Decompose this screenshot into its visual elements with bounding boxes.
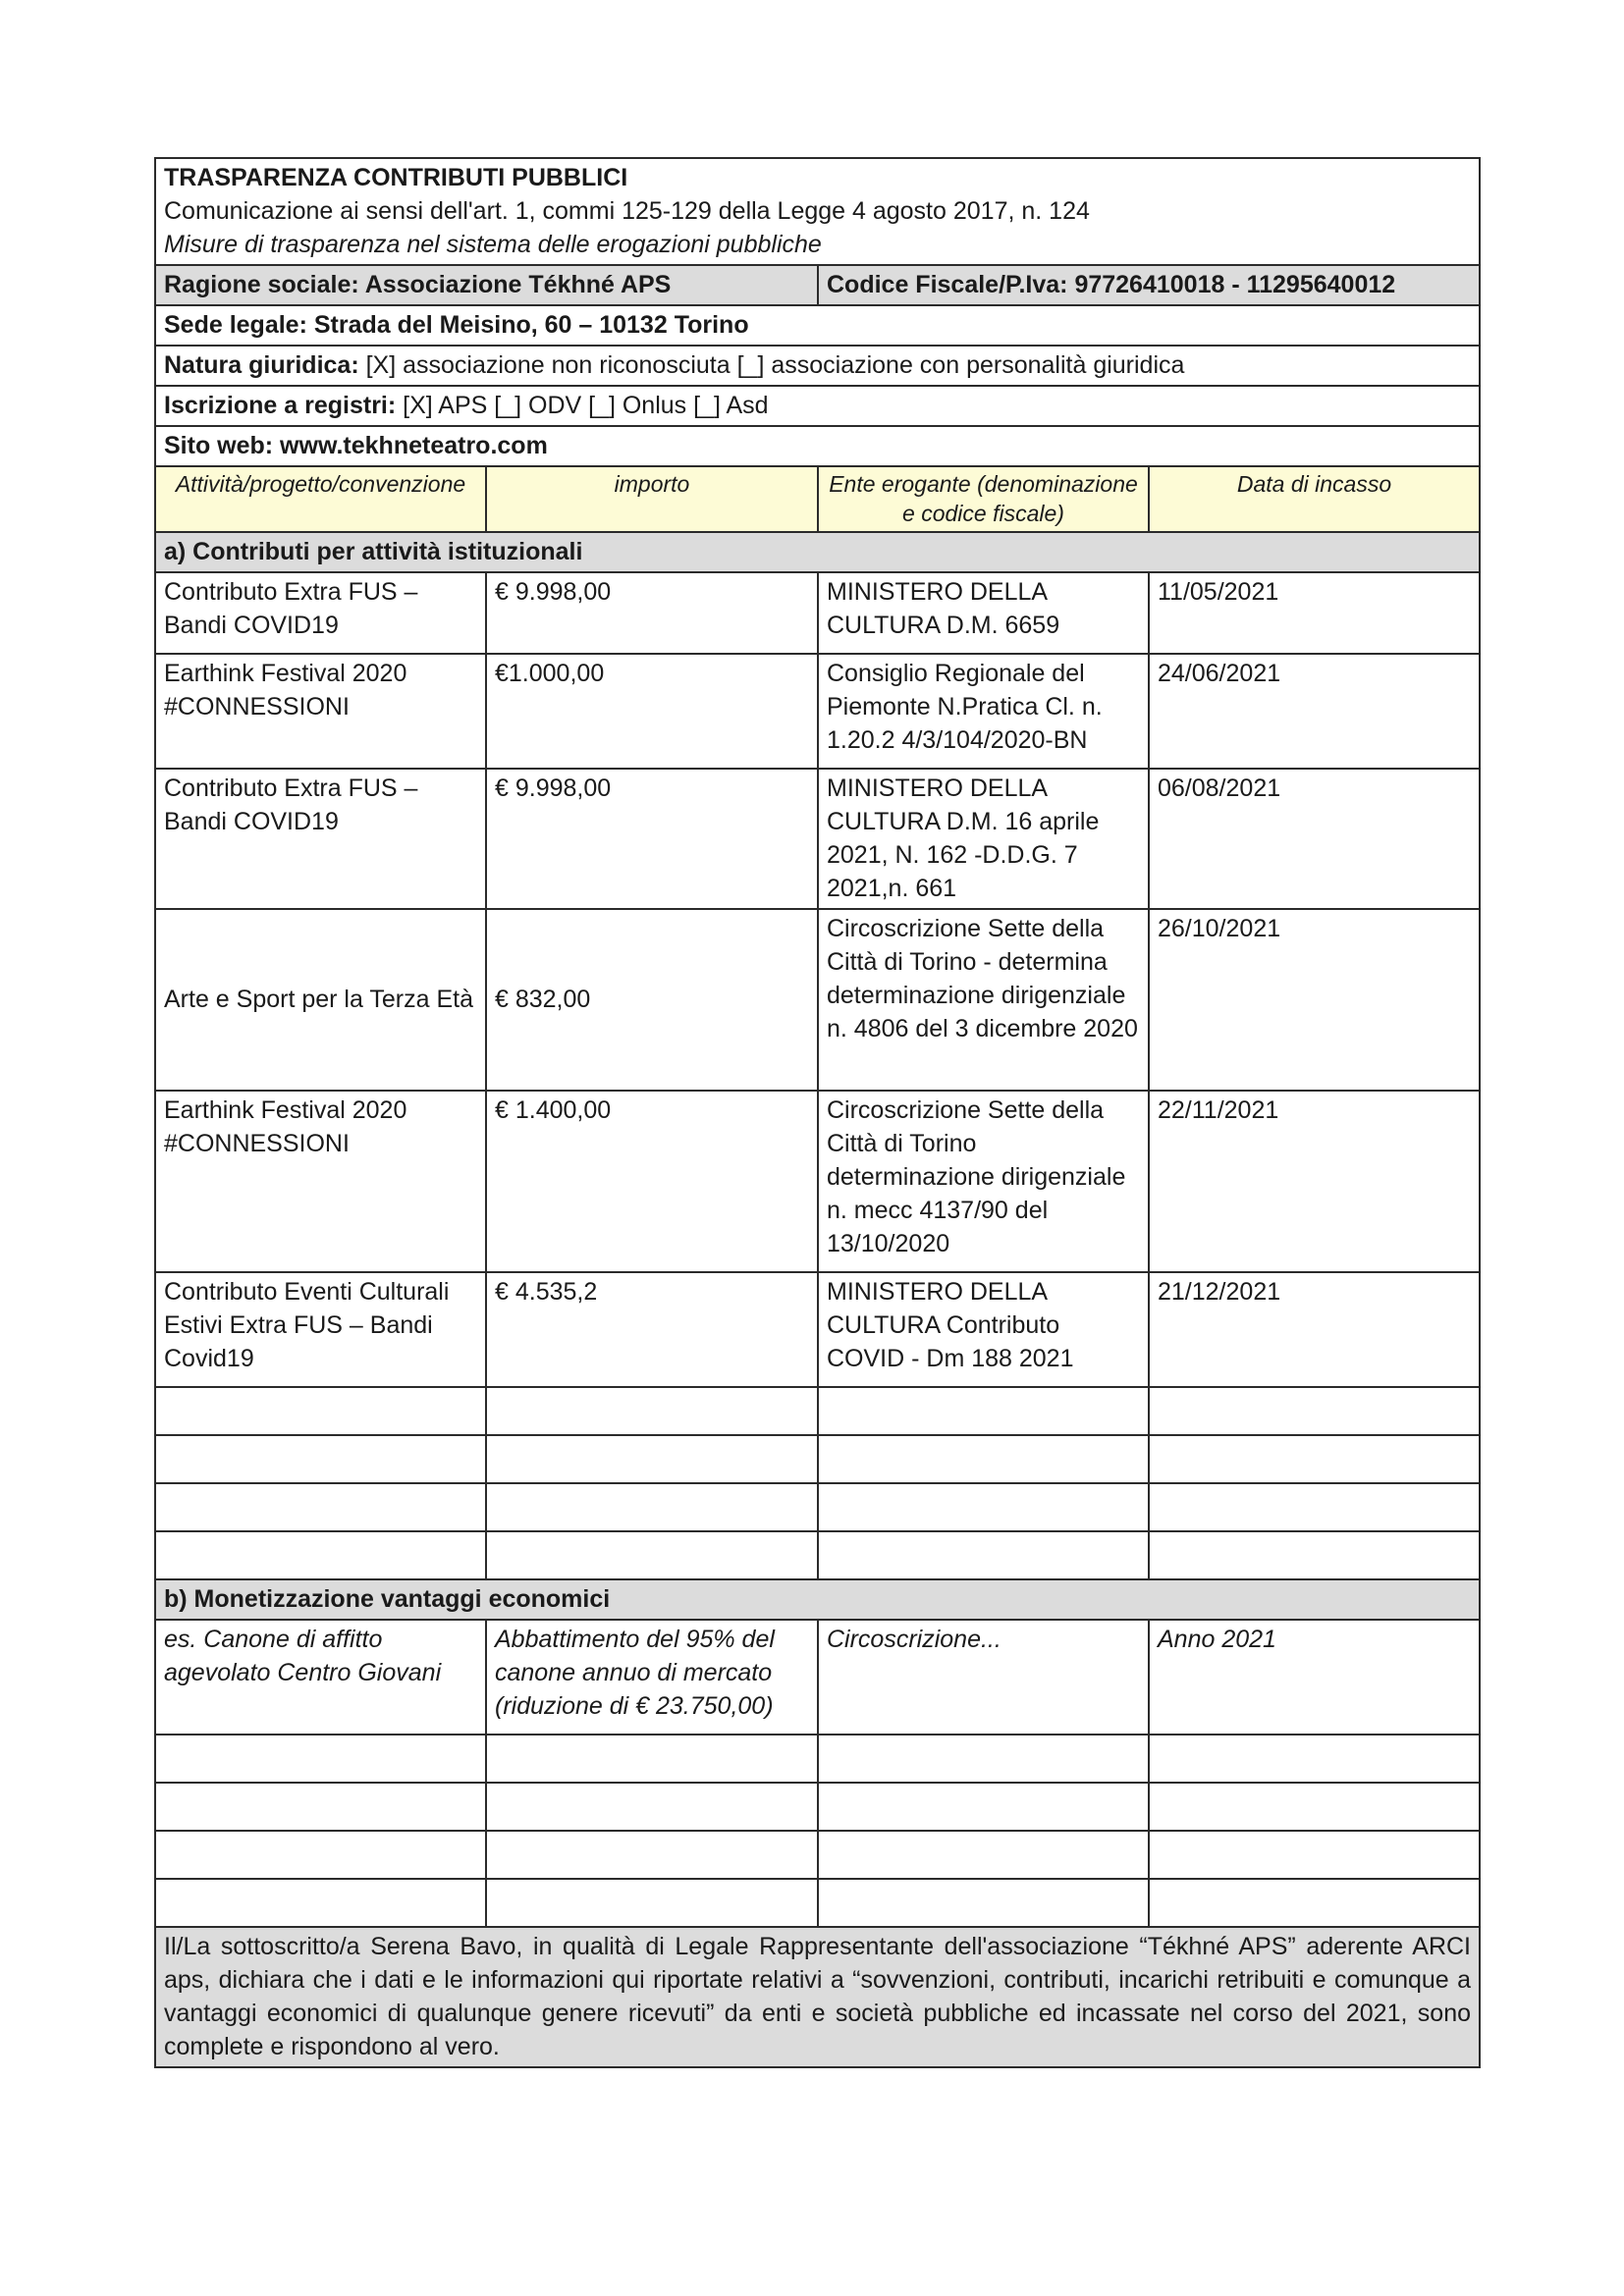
example-row <box>155 1620 1480 1735</box>
table-row <box>155 572 1480 654</box>
empty-cell <box>155 1435 486 1483</box>
section-b-row <box>155 1579 1480 1620</box>
cell-importo: Abbattimento del 95% del canone annuo di mercato (riduzione di € 23.750,00) <box>486 1620 818 1735</box>
empty-cell <box>1149 1735 1480 1783</box>
table-row <box>155 654 1480 769</box>
cell-ente: Circoscrizione Sette della Città di Torino determinazione dirigenziale n. mecc 4137/90 del 13/10/2020 <box>818 1091 1149 1272</box>
empty-cell <box>486 1831 818 1879</box>
empty-cell <box>818 1783 1149 1831</box>
transparency-form <box>154 157 1479 2068</box>
empty-cell <box>155 1879 486 1927</box>
table-row <box>155 769 1480 909</box>
cell-attivita: Contributo Extra FUS – Bandi COVID19 <box>155 769 486 909</box>
cell-attivita: Earthink Festival 2020 #CONNESSIONI <box>155 1091 486 1272</box>
col-header-data: Data di incasso <box>1149 466 1480 532</box>
cell-importo: € 9.998,00 <box>486 572 818 654</box>
cell-importo: € 4.535,2 <box>486 1272 818 1387</box>
section-a-title: a) Contributi per attività istituzionali <box>155 532 1480 572</box>
empty-row <box>155 1435 1480 1483</box>
cell-importo: € 1.400,00 <box>486 1091 818 1272</box>
table-row <box>155 909 1480 1091</box>
natura-value: [X] associazione non riconosciuta [_] associazione con personalità giuridica <box>358 351 1185 379</box>
empty-cell <box>486 1531 818 1579</box>
declaration-row <box>155 1927 1480 2067</box>
empty-cell <box>818 1879 1149 1927</box>
cell-data: 24/06/2021 <box>1149 654 1480 769</box>
header-cell <box>155 158 1480 265</box>
empty-cell <box>1149 1435 1480 1483</box>
empty-cell <box>818 1435 1149 1483</box>
sito-row <box>155 426 1480 466</box>
empty-cell <box>1149 1387 1480 1435</box>
empty-row <box>155 1483 1480 1531</box>
cell-importo: €1.000,00 <box>486 654 818 769</box>
cell-data: 22/11/2021 <box>1149 1091 1480 1272</box>
cell-attivita: es. Canone di affitto agevolato Centro Giovani <box>155 1620 486 1735</box>
cell-data: Anno 2021 <box>1149 1620 1480 1735</box>
codice-fiscale: Codice Fiscale/P.Iva: 97726410018 - 11295640012 <box>818 265 1480 305</box>
cell-ente: MINISTERO DELLA CULTURA D.M. 16 aprile 2021, N. 162 -D.D.G. 7 2021,n. 661 <box>818 769 1149 909</box>
empty-row <box>155 1783 1480 1831</box>
empty-cell <box>155 1783 486 1831</box>
cell-data: 06/08/2021 <box>1149 769 1480 909</box>
empty-cell <box>818 1831 1149 1879</box>
cell-data: 11/05/2021 <box>1149 572 1480 654</box>
column-header-row <box>155 466 1480 532</box>
cell-importo: € 9.998,00 <box>486 769 818 909</box>
empty-row <box>155 1879 1480 1927</box>
natura-label: Natura giuridica: <box>164 351 359 379</box>
empty-cell <box>155 1387 486 1435</box>
iscrizione-registri <box>155 386 1480 426</box>
empty-row <box>155 1531 1480 1579</box>
section-b-title: b) Monetizzazione vantaggi economici <box>155 1579 1480 1620</box>
empty-row <box>155 1387 1480 1435</box>
document-title: TRASPARENZA CONTRIBUTI PUBBLICI <box>164 164 628 191</box>
empty-cell <box>486 1879 818 1927</box>
empty-cell <box>818 1735 1149 1783</box>
empty-cell <box>818 1531 1149 1579</box>
empty-cell <box>155 1831 486 1879</box>
empty-cell <box>1149 1783 1480 1831</box>
cell-attivita: Arte e Sport per la Terza Età <box>155 909 486 1091</box>
section-a-row <box>155 532 1480 572</box>
header-row <box>155 158 1480 265</box>
cell-attivita: Earthink Festival 2020 #CONNESSIONI <box>155 654 486 769</box>
contributions-table <box>154 157 1481 2068</box>
cell-data: 26/10/2021 <box>1149 909 1480 1091</box>
cell-attivita: Contributo Eventi Culturali Estivi Extra FUS – Bandi Covid19 <box>155 1272 486 1387</box>
empty-cell <box>155 1531 486 1579</box>
natura-giuridica <box>155 346 1480 386</box>
empty-row <box>155 1735 1480 1783</box>
empty-cell <box>155 1483 486 1531</box>
sede-legale: Sede legale: Strada del Meisino, 60 – 10132 Torino <box>155 305 1480 346</box>
empty-cell <box>818 1387 1149 1435</box>
declaration-text: Il/La sottoscritto/a Serena Bavo, in qualità di Legale Rappresentante dell'associazione “Tékhné APS” aderente ARCI aps, dichiara che i dati e le informazioni qui riportate relativi a “sovvenzioni, contributi, incarichi retribuiti e comunque a vantaggi economici di qualunque genere ricevuti” da enti e società pubbliche ed incassate nel corso del 2021, sono complete e rispondono al vero. <box>155 1927 1480 2067</box>
cell-ente: Circoscrizione... <box>818 1620 1149 1735</box>
registri-label: Iscrizione a registri: <box>164 392 397 419</box>
entity-name-row <box>155 265 1480 305</box>
document-subtitle: Comunicazione ai sensi dell'art. 1, commi 125-129 della Legge 4 agosto 2017, n. 124 <box>164 197 1090 225</box>
ragione-sociale: Ragione sociale: Associazione Tékhné APS <box>155 265 818 305</box>
empty-cell <box>486 1783 818 1831</box>
natura-row <box>155 346 1480 386</box>
sede-row <box>155 305 1480 346</box>
cell-ente: Consiglio Regionale del Piemonte N.Pratica Cl. n. 1.20.2 4/3/104/2020-BN <box>818 654 1149 769</box>
empty-cell <box>1149 1831 1480 1879</box>
cell-ente: MINISTERO DELLA CULTURA D.M. 6659 <box>818 572 1149 654</box>
empty-cell <box>1149 1531 1480 1579</box>
cell-data: 21/12/2021 <box>1149 1272 1480 1387</box>
registri-value: [X] APS [_] ODV [_] Onlus [_] Asd <box>396 392 769 419</box>
sito-web: Sito web: www.tekhneteatro.com <box>155 426 1480 466</box>
empty-cell <box>155 1735 486 1783</box>
empty-cell <box>486 1735 818 1783</box>
document-note: Misure di trasparenza nel sistema delle erogazioni pubbliche <box>164 231 822 258</box>
cell-importo: € 832,00 <box>486 909 818 1091</box>
cell-ente: MINISTERO DELLA CULTURA Contributo COVID - Dm 188 2021 <box>818 1272 1149 1387</box>
cell-ente: Circoscrizione Sette della Città di Torino - determina determinazione dirigenziale n. 4806 del 3 dicembre 2020 <box>818 909 1149 1091</box>
cell-attivita: Contributo Extra FUS – Bandi COVID19 <box>155 572 486 654</box>
empty-cell <box>1149 1879 1480 1927</box>
table-row <box>155 1091 1480 1272</box>
empty-row <box>155 1831 1480 1879</box>
col-header-attivita: Attività/progetto/convenzione <box>155 466 486 532</box>
empty-cell <box>818 1483 1149 1531</box>
registri-row <box>155 386 1480 426</box>
col-header-ente: Ente erogante (denominazione e codice fiscale) <box>818 466 1149 532</box>
empty-cell <box>486 1387 818 1435</box>
table-row <box>155 1272 1480 1387</box>
empty-cell <box>486 1435 818 1483</box>
empty-cell <box>1149 1483 1480 1531</box>
col-header-importo: importo <box>486 466 818 532</box>
empty-cell <box>486 1483 818 1531</box>
